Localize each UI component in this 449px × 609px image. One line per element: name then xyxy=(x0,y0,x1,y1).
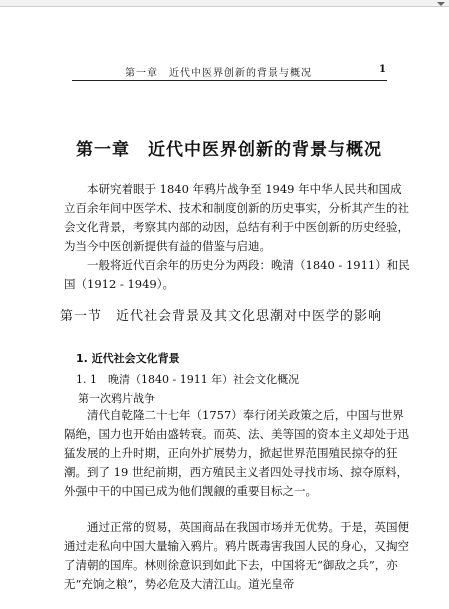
viewer-top-bar xyxy=(0,0,449,7)
dropdown-arrow-icon[interactable] xyxy=(437,2,445,6)
subsection-heading-1: 1. 近代社会文化背景 xyxy=(76,352,180,365)
running-header-title: 第一章 近代中医界创新的背景与概况 xyxy=(125,68,312,79)
subsection-heading-1-1: 1. 1 晚清（1840 - 1911 年）社会文化概况 xyxy=(76,373,300,386)
header-rule xyxy=(72,80,387,81)
running-header xyxy=(72,62,387,80)
intro-paragraph-2: 一般将近代百余年的历史分为两段：晚清（1840 - 1911）和民国（1912 - 1949）。 xyxy=(64,258,410,291)
topic-heading: 第一次鸦片战争 xyxy=(78,392,155,405)
body-paragraph-2: 通过正常的贸易，英国商品在我国市场并无优势。于是，英国便通过走私向中国大量输入鸦片。鸦片既毒害我国人民的身心，又掏空了清朝的国库。林则徐意识到如此下去，中国将无“御敌之兵”，亦无“充饷之粮”，势必危及大清江山。道光皇帝 xyxy=(64,520,409,591)
page-number: 1 xyxy=(379,64,387,75)
body-paragraph-1: 清代自乾隆二十七年（1757）奉行闭关政策之后，中国与世界隔绝，国力也开始由盛转衰。而英、法、美等国的资本主义却处于迅猛发展的上升时期，正向外扩展势力，掀起世界范围殖民掠夺的狂潮。到了 19 世纪前期，西方殖民主义者四处寻找市场、掠夺原料，外强中干的中国已成为他们觊觎的重要目标之一。 xyxy=(64,408,409,498)
chapter-title: 第一章 近代中医界创新的背景与概况 xyxy=(76,140,382,160)
section-title: 第一节 近代社会背景及其文化思潮对中医学的影响 xyxy=(60,309,383,324)
intro-paragraph-1: 本研究着眼于 1840 年鸦片战争至 1949 年中华人民共和国成立百余年间中医学术、技术和制度创新的历史事实，分析其产生的社会文化背景，考察其内部的动因，总结有利于中医创新的历史经验，为当今中医创新提供有益的借鉴与启迪。 xyxy=(64,182,409,253)
